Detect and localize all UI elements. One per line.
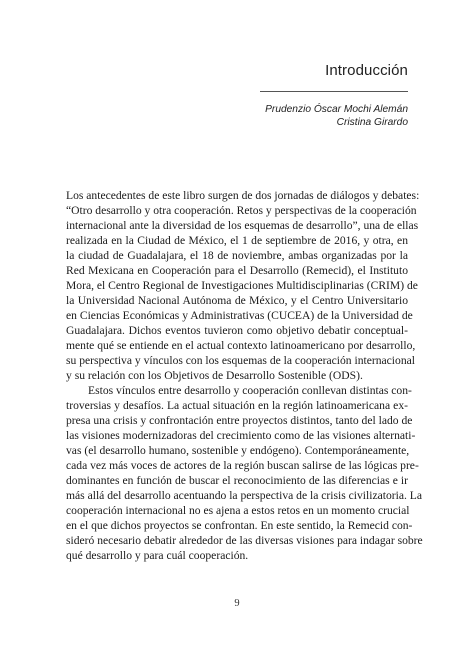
text-line: realizada en la Ciudad de México, el 1 de septiembre de 2016, y otra, en — [66, 234, 408, 247]
chapter-title: Introducción — [325, 62, 408, 79]
text-line: la Universidad Nacional Autónoma de México, y el Centro Universitario — [66, 294, 408, 307]
text-line: qué desarrollo y para cuál cooperación. — [66, 549, 249, 562]
text-line: mente qué se entiende en el actual contexto latinoamericano por desarrollo, — [66, 339, 416, 352]
text-line: dominantes en función de buscar el reconocimiento de las diferencias e ir — [66, 474, 408, 487]
text-line: internacional ante la diversidad de los esquemas de desarrollo”, una de ellas — [66, 219, 419, 232]
title-rule — [260, 91, 408, 92]
text-line: sideró necesario debatir alrededor de las diversas visiones para indagar sobre — [66, 534, 423, 547]
text-line: las visiones modernizadoras del crecimiento como de las visiones alternati- — [66, 429, 416, 442]
text-line: cada vez más voces de actores de la región buscan salirse de las lógicas pre- — [66, 459, 419, 472]
text-line: en el que dichos proyectos se confrontan. En este sentido, la Remecid con- — [66, 519, 413, 532]
author-name: Prudenzio Óscar Mochi Alemán — [265, 104, 408, 115]
text-line: troversias y desafíos. La actual situación en la región latinoamericana ex- — [66, 399, 408, 412]
text-line: Mora, el Centro Regional de Investigaciones Multidisciplinarias (CRIM) de — [66, 279, 418, 292]
text-line: Estos vínculos entre desarrollo y cooperación conllevan distintas con- — [88, 384, 412, 397]
text-line: cooperación internacional no es ajena a estos retos en un momento crucial — [66, 504, 410, 517]
text-line: Red Mexicana en Cooperación para el Desarrollo (Remecid), el Instituto — [66, 264, 408, 277]
text-line: “Otro desarrollo y otra cooperación. Retos y perspectivas de la cooperación — [66, 204, 417, 217]
text-line: su perspectiva y vínculos con los esquemas de la cooperación internacional — [66, 354, 415, 367]
page-number: 9 — [234, 598, 240, 609]
author-name: Cristina Girardo — [336, 117, 408, 128]
body-text — [66, 188, 423, 563]
text-line: presa una crisis y confrontación entre proyectos distintos, tanto del lado de — [66, 414, 413, 427]
text-line: más allá del desarrollo acentuando la perspectiva de la crisis civilizatoria. La — [66, 489, 423, 502]
text-line: vas (el desarrollo humano, sostenible y endógeno). Contemporáneamente, — [66, 444, 410, 457]
text-line: la ciudad de Guadalajara, el 18 de noviembre, ambas organizadas por la — [66, 249, 408, 262]
paragraph — [66, 383, 423, 563]
authors-block — [265, 103, 408, 129]
text-line: y su relación con los Objetivos de Desarrollo Sostenible (ODS). — [66, 369, 363, 382]
text-line: en Ciencias Económicas y Administrativas (CUCEA) de la Universidad de — [66, 309, 413, 322]
paragraph — [66, 188, 420, 383]
text-line: Los antecedentes de este libro surgen de dos jornadas de diálogos y debates: — [66, 189, 420, 202]
text-line: Guadalajara. Dichos eventos tuvieron como objetivo debatir conceptual- — [66, 324, 408, 337]
